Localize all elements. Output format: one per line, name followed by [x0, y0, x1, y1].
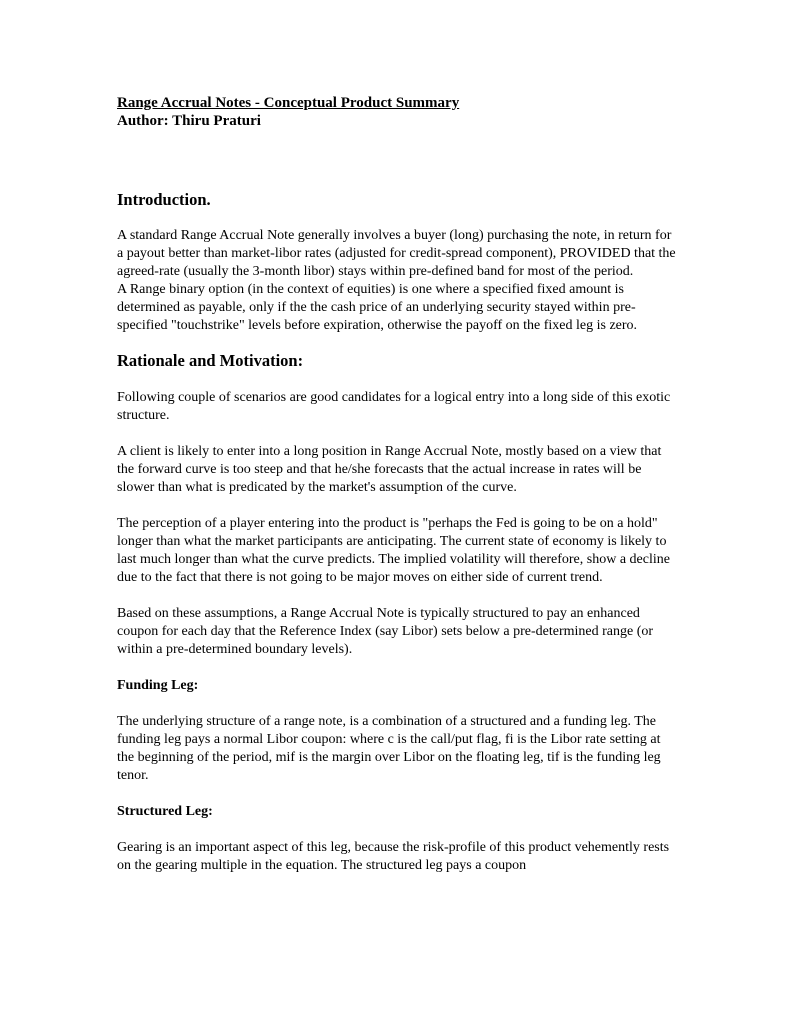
funding-leg-heading: Funding Leg:	[117, 678, 199, 693]
document-page	[117, 94, 677, 875]
rationale-paragraph-3: The perception of a player entering into the product is "perhaps the Fed is going to be on a hold" longer than what the market participants are anticipating. The current state of economy is likely to last much longer than what the curve predicts. The implied volatility will therefore, show a decline due to the fact that there is not going to be major moves on either side of current trend.	[117, 516, 670, 585]
rationale-paragraph-4: Based on these assumptions, a Range Accrual Note is typically structured to pay an enhanced coupon for each day that the Reference Index (say Libor) sets below a pre-determined range (or within a pre-determined boundary levels).	[117, 606, 654, 657]
funding-leg-paragraph: The underlying structure of a range note, is a combination of a structured and a funding leg. The funding leg pays a normal Libor coupon: where c is the call/put flag, fi is the Libor rate setting at the beginning of the period, mif is the margin over Libor on the floating leg, tif is the funding leg tenor.	[117, 714, 661, 783]
rationale-heading: Rationale and Motivation:	[117, 351, 304, 370]
structured-leg-heading: Structured Leg:	[117, 804, 213, 819]
rationale-paragraph-2: A client is likely to enter into a long position in Range Accrual Note, mostly based on a view that the forward curve is too steep and that he/she forecasts that the actual increase in rates will be slower than what is predicated by the market's assumption of the curve.	[117, 444, 662, 495]
document-title	[117, 94, 677, 112]
document-title-text: Range Accrual Notes - Conceptual Product Summary	[117, 95, 460, 111]
introduction-paragraph-1: A standard Range Accrual Note generally involves a buyer (long) purchasing the note, in return for a payout better than market-libor rates (adjusted for credit-spread component), PROVIDED that the agreed-rate (usually the 3-month libor) stays within pre-defined band for most of the period.	[117, 228, 676, 279]
document-author: Author: Thiru Praturi	[117, 113, 261, 129]
structured-leg-paragraph: Gearing is an important aspect of this leg, because the risk-profile of this product vehemently rests on the gearing multiple in the equation. The structured leg pays a coupon	[117, 840, 670, 873]
rationale-paragraph-1: Following couple of scenarios are good candidates for a logical entry into a long side of this exotic structure.	[117, 390, 671, 423]
introduction-paragraph-2: A Range binary option (in the context of equities) is one where a specified fixed amount is determined as payable, only if the the cash price of an underlying security stayed within pre-specified "touchstrike" levels before expiration, otherwise the payoff on the fixed leg is zero.	[117, 282, 638, 333]
introduction-heading: Introduction.	[117, 190, 211, 209]
